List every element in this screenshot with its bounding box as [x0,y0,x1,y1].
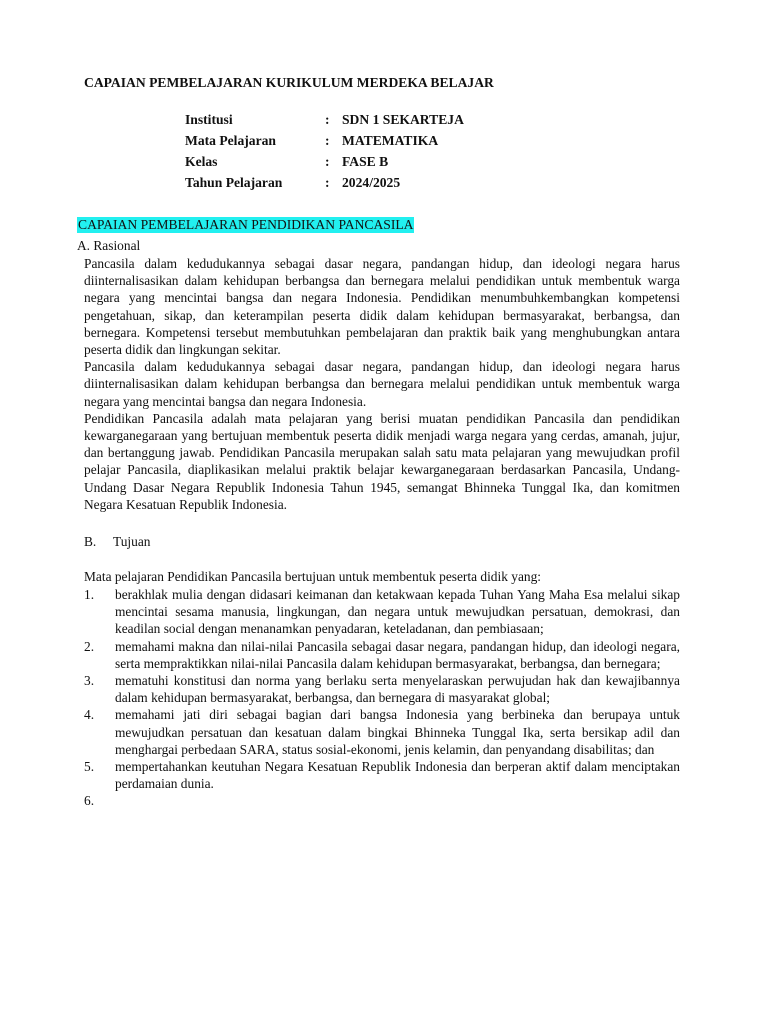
list-number: 4. [84,707,95,723]
document-title: CAPAIAN PEMBELAJARAN KURIKULUM MERDEKA BELAJAR [84,75,494,90]
subsection-letter: B. [84,534,97,549]
meta-row-tahun-pelajaran [185,175,464,196]
meta-label: Kelas [185,154,218,169]
paragraph: Pancasila dalam kedudukannya sebagai dasar negara, pandangan hidup, dan ideologi negara harus diinternalisasikan dalam kehidupan berbangsa dan bernegara melalui pendidikan untuk membentuk warga negara yang mencintai bangsa dan negara Indonesia. [84,359,680,409]
list-item [84,706,680,758]
meta-label: Institusi [185,112,233,127]
meta-row-institusi [185,112,464,133]
meta-colon: : [325,133,330,148]
list-number: 1. [84,587,95,602]
meta-colon: : [325,154,330,169]
rasional-body [84,255,680,513]
list-text: memahami makna dan nilai-nilai Pancasila sebagai dasar negara, pandangan hidup, dan ideologi negara, serta mempraktikkan nilai-nilai Pancasila dalam kehidupan bermasyarakat, berbangsa, dan bernegara; [115,638,680,671]
meta-value: 2024/2025 [342,175,401,190]
meta-row-kelas [185,154,464,175]
paragraph: Pancasila dalam kedudukannya sebagai dasar negara, pandangan hidup, dan ideologi negara harus diinternalisasikan dalam kehidupan berbangsa dan bernegara melalui pendidikan untuk membentuk warga negara yang mencintai bangsa dan negara Indonesia. Pendidikan menumbuhkembangkan kompetensi pengetahuan, sikap, dan keterampilan peserta didik dalam kehidupan bermasyarakat, berbangsa, dan bernegara. Kompetensi tersebut membutuhkan pembelajaran dan praktik baik yang menghubungkan antara peserta didik dan lingkungan sekitar. [84,256,680,358]
subsection-tujuan [84,534,150,550]
list-item [84,586,680,638]
subsection-rasional: A. Rasional [77,238,141,253]
list-text: berakhlak mulia dengan didasari keimanan dan ketakwaan kepada Tuhan Yang Maha Esa melalui sikap mencintai sesama manusia, lingkungan, dan negara untuk mewujudkan persatuan, demokrasi, dan keadilan social dengan menanamkan penyadaran, keteladanan, dan pembiasaan; [115,587,680,637]
list-item [84,672,680,706]
paragraph: Pendidikan Pancasila adalah mata pelajaran yang berisi muatan pendidikan Pancasila dan pendidikan kewarganegaraan yang bertujuan membentuk peserta didik menjadi warga negara yang cerdas, amanah, jujur, dan bertanggung jawab. Pendidikan Pancasila merupakan salah satu mata pelajaran yang mewujudkan profil pelajar Pancasila, diaplikasikan melalui praktik belajar kewarganegaraan berdasarkan Pancasila, Undang-Undang Dasar Negara Republik Indonesia Tahun 1945, semangat Bhinneka Tunggal Ika, dan komitmen Negara Kesatuan Republik Indonesia. [84,410,680,512]
list-number: 6. [84,793,95,809]
subsection-label: Tujuan [113,534,151,549]
meta-value: MATEMATIKA [342,133,439,148]
meta-colon: : [325,175,330,190]
meta-row-mata-pelajaran [185,133,464,154]
list-text: mempertahankan keutuhan Negara Kesatuan Republik Indonesia dan berperan aktif dalam menciptakan perdamaian dunia. [115,759,680,792]
meta-colon: : [325,112,330,127]
list-number: 3. [84,673,95,689]
tujuan-intro: Mata pelajaran Pendidikan Pancasila bertujuan untuk membentuk peserta didik yang: [84,569,542,584]
list-item [84,638,680,672]
list-item [84,758,680,792]
tujuan-list [84,586,680,810]
document-meta-table [185,112,464,196]
meta-value: FASE B [342,154,389,169]
section-heading: CAPAIAN PEMBELAJARAN PENDIDIKAN PANCASILA [78,217,414,232]
list-text: memahami jati diri sebagai bagian dari bangsa Indonesia yang berbineka dan berupaya untuk mewujudkan persatuan dan kesatuan dalam bingkai Bhinneka Tunggal Ika, serta bersikap adil dan menghargai perbedaan SARA, status sosial-ekonomi, jenis kelamin, dan penyandang disabilitas; dan [115,707,680,757]
meta-value: SDN 1 SEKARTEJA [342,112,464,127]
meta-label: Mata Pelajaran [185,133,276,148]
list-number: 2. [84,638,95,654]
list-item [84,792,680,809]
meta-label: Tahun Pelajaran [185,175,283,190]
list-text [115,792,680,809]
list-text: mematuhi konstitusi dan norma yang berlaku serta menyelaraskan perwujudan hak dan kewajibannya dalam kehidupan bermasyarakat, berbangsa, dan bernegara di masyarakat global; [115,673,680,706]
list-number: 5. [84,759,95,775]
